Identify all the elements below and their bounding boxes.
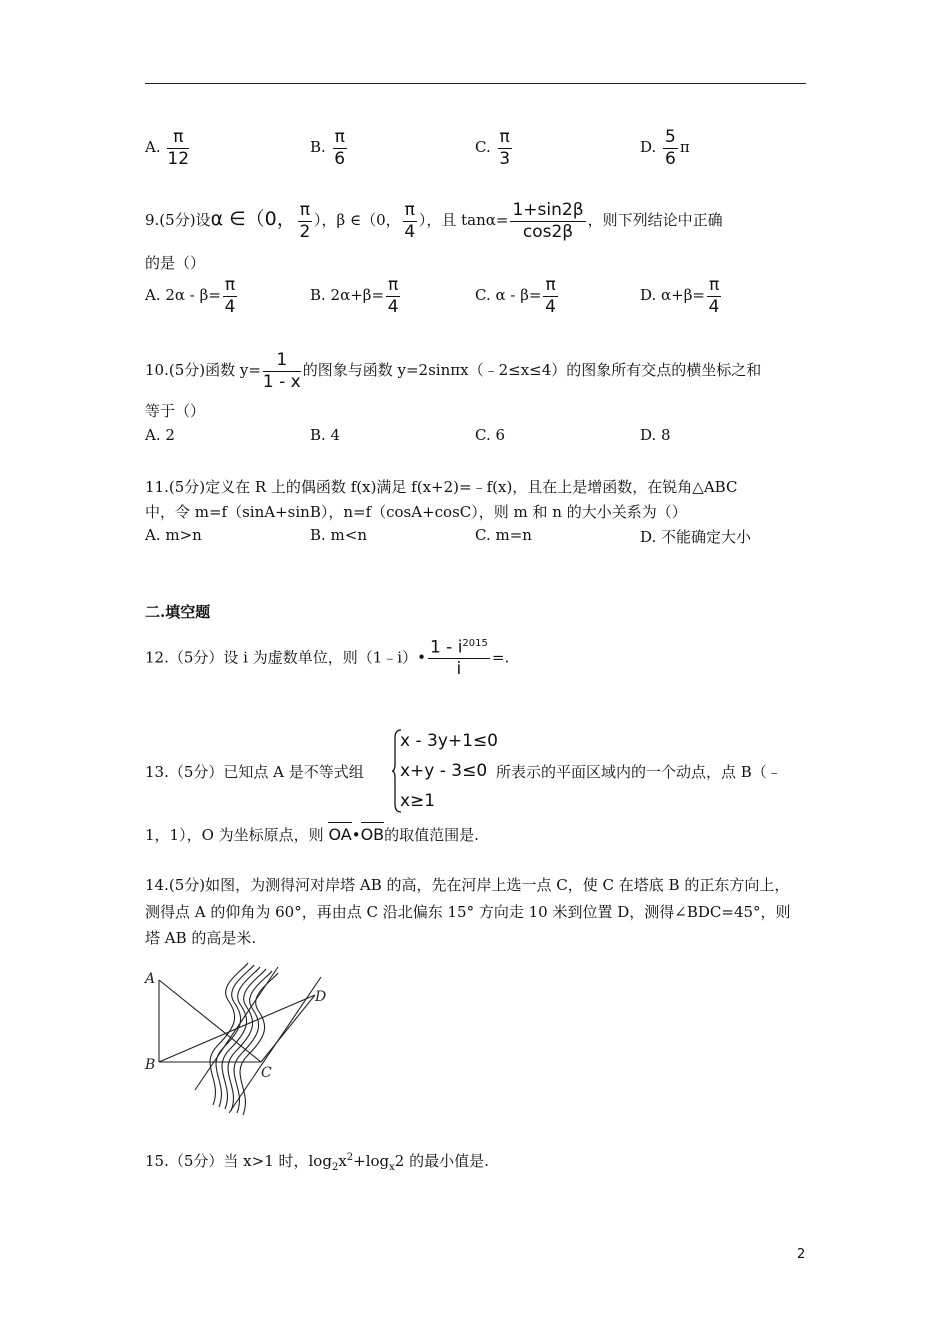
inequality-row-2: x+y - 3≤0 — [400, 761, 488, 781]
q9-option-a: A. 2α - β= $\frac{\pi}{4}$ — [145, 275, 236, 317]
fraction: $\frac{1 - i^{2015}}{i}$ — [429, 637, 488, 680]
fraction: $\frac{\pi}{6}$ — [334, 127, 346, 169]
q11-stem-line2: 中，令 m=f（sinA+sinB），n=f（cosA+cosC），则 m 和 n 的大小关系为（） — [145, 503, 687, 521]
q11-stem: 11.(5分)定义在 R 上的偶函数 f(x)满足 f(x+2)=﹣f(x)，且在上是增函数，在锐角△ABC — [145, 478, 738, 496]
label-b: B — [145, 1057, 156, 1073]
q8-option-b: B. $\frac{\pi}{6}$ — [310, 127, 346, 169]
inequality-row-3: x≥1 — [400, 791, 436, 811]
label-c: C — [261, 1065, 272, 1081]
q13-stem-cont: 所表示的平面区域内的一个动点，点 B（﹣ — [496, 763, 782, 781]
q14-stem-line2: 测得点 A 的仰角为 60°，再由点 C 沿北偏东 15° 方向走 10 米到位置 D，测得∠BDC=45°，则 — [145, 903, 791, 921]
label-d: D — [315, 989, 327, 1005]
tower-figure — [143, 955, 343, 1120]
q8-option-c: C. $\frac{\pi}{3}$ — [475, 127, 511, 169]
vector-oa: OA — [328, 825, 352, 844]
q11-option-d: D. 不能确定大小 — [640, 528, 752, 546]
page-number: 2 — [797, 1247, 806, 1262]
q9-stem-line2: 的是（） — [145, 254, 206, 272]
q11-option-a: A. m>n — [145, 526, 202, 544]
fraction: $\frac{\pi}{4}$ — [708, 275, 720, 317]
fraction: $\frac{\pi}{4}$ — [404, 200, 416, 242]
q10-stem: 10.(5分)函数 y= $\frac{1}{1 - x}$ 的图象与函数 y=2sinπx（﹣2≤x≤4）的图象所有交点的横坐标之和 — [145, 350, 762, 392]
fraction: $\frac{5}{6}$ — [665, 127, 676, 169]
q8-option-a: A. $\frac{\pi}{12}$ — [145, 127, 190, 169]
q13-stem-line2: 1，1），O 为坐标原点，则 OA•OB的取值范围是. — [145, 825, 479, 844]
fraction: $\frac{\pi}{3}$ — [499, 127, 511, 169]
q9-option-c: C. α - β= $\frac{\pi}{4}$ — [475, 275, 556, 317]
fraction: $\frac{\pi}{4}$ — [387, 275, 399, 317]
q10-option-d: D. 8 — [640, 426, 671, 444]
fraction: $\frac{1}{1 - x}$ — [262, 350, 301, 392]
q14-stem-line3: 塔 AB 的高是米. — [145, 929, 257, 947]
q10-option-c: C. 6 — [475, 426, 506, 444]
header-rule — [145, 83, 806, 84]
q9-option-b: B. 2α+β= $\frac{\pi}{4}$ — [310, 275, 399, 317]
q15-stem: 15.（5分）当 x>1 时，$\log_2x^2+\log_x2$ 的最小值是. — [145, 1152, 489, 1173]
fraction: $\frac{\pi}{2}$ — [299, 200, 311, 242]
q9-option-d: D. α+β= $\frac{\pi}{4}$ — [640, 275, 720, 317]
inequality-row-1: x - 3y+1≤0 — [400, 731, 498, 751]
q11-option-c: C. m=n — [475, 526, 532, 544]
fraction: $\frac{\pi}{4}$ — [545, 275, 556, 317]
fraction: $\frac{1+\sin 2\beta}{\cos 2\beta}$ — [512, 200, 584, 242]
vector-ob: OB — [360, 825, 385, 844]
q8-option-d: D. $\frac{5}{6}$ π — [640, 127, 690, 169]
q10-stem-line2: 等于（） — [145, 402, 206, 420]
q12-stem: 12.（5分）设 i 为虚数单位，则（1﹣i）• $\frac{1 - i^{2015}}{i}$ =. — [145, 637, 510, 680]
q13-stem: 13.（5分）已知点 A 是不等式组 — [145, 763, 364, 781]
q10-option-b: B. 4 — [310, 426, 341, 444]
tower-diagram — [143, 955, 343, 1120]
label-a: A — [145, 971, 156, 987]
q9-stem: 9.(5分)设α ∈（0， $\frac{\pi}{2}$ ），β ∈（0， $\frac{\pi}{4}$ ），且 tanα= $\frac{1+\sin 2\beta}{\cos 2\beta}$ ，则下列结论中正确 — [145, 200, 723, 242]
q14-stem: 14.(5分)如图，为测得河对岸塔 AB 的高，先在河岸上选一点 C，使 C 在塔底 B 的正东方向上， — [145, 876, 790, 894]
fraction: $\frac{\pi}{4}$ — [224, 275, 236, 317]
q11-option-b: B. m<n — [310, 526, 368, 544]
inequality-system — [392, 728, 502, 814]
section-title: 二.填空题 — [145, 603, 211, 621]
fraction: $\frac{\pi}{12}$ — [167, 127, 190, 169]
q10-option-a: A. 2 — [145, 426, 175, 444]
